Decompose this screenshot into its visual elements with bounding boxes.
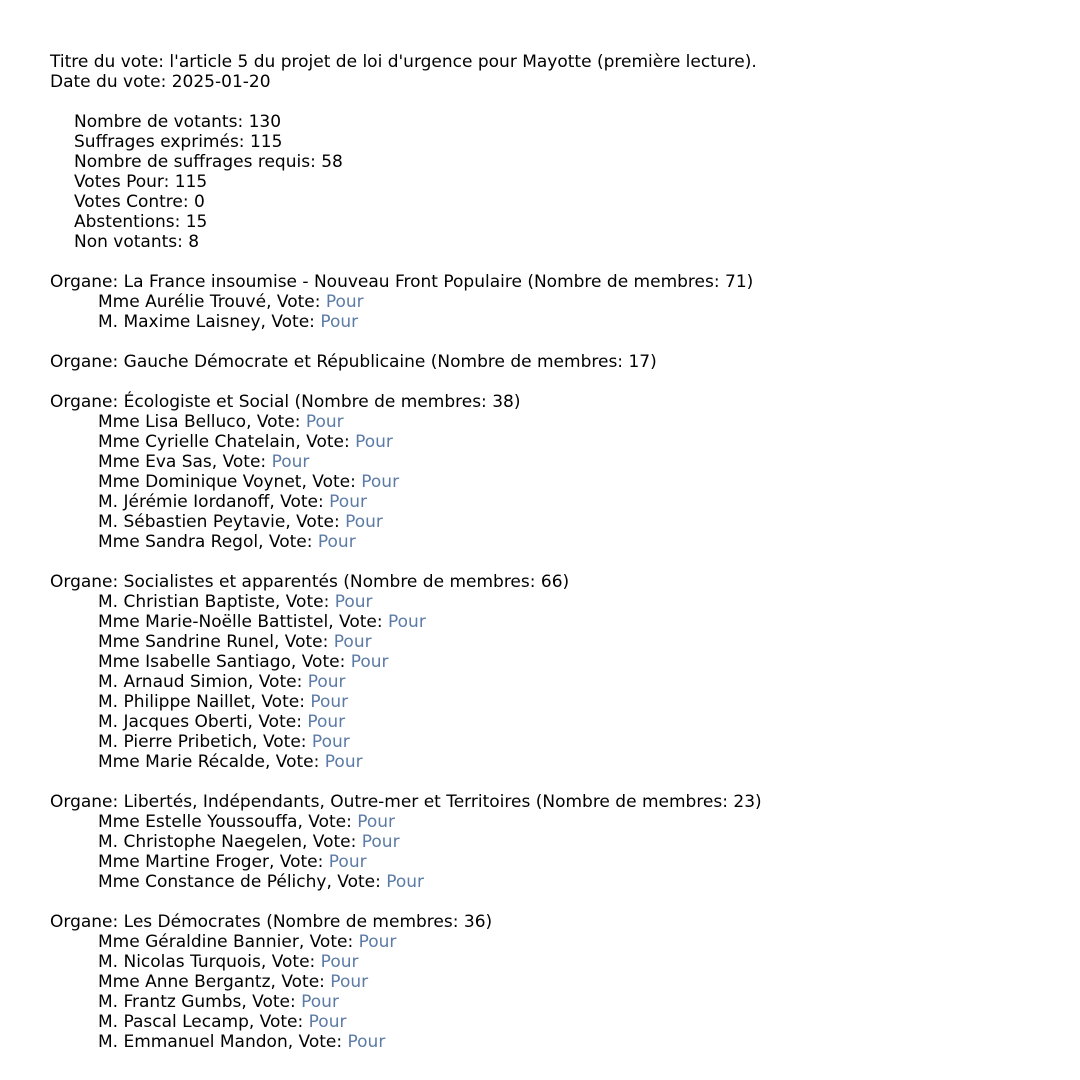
member-name: Mme Sandra Regol <box>98 532 259 552</box>
vote-value: Pour <box>330 972 369 992</box>
member-row <box>50 752 1050 772</box>
members-count: 36 <box>463 912 486 932</box>
member-name: M. Jacques Oberti <box>98 712 248 732</box>
spacer <box>50 372 1050 392</box>
summary-label: Abstentions: <box>74 212 186 232</box>
vote-value: Pour <box>333 632 372 652</box>
vote-label: , Vote: <box>269 492 330 512</box>
organe-name: Gauche Démocrate et Républicaine <box>123 352 426 372</box>
vote-label: , Vote: <box>241 992 302 1012</box>
member-row <box>50 872 1050 892</box>
vote-value: Pour <box>307 672 346 692</box>
vote-value: Pour <box>320 952 359 972</box>
vote-label: , Vote: <box>274 592 335 612</box>
vote-value: Pour <box>355 432 393 452</box>
vote-label: , Vote: <box>265 752 325 772</box>
vote-label: , Vote: <box>247 672 308 692</box>
vote-date-line <box>50 72 1050 92</box>
vote-label: , Vote: <box>247 712 308 732</box>
vote-label: , Vote: <box>285 512 346 532</box>
organe-header <box>50 392 1050 412</box>
vote-value: Pour <box>329 492 367 512</box>
vote-value: Pour <box>307 712 346 732</box>
member-name: M. Christophe Naegelen <box>98 832 302 852</box>
spacer <box>50 92 1050 112</box>
organe-name: La France insoumise - Nouveau Front Populaire <box>123 272 522 292</box>
vote-value: Pour <box>310 692 349 712</box>
vote-label: , Vote: <box>326 872 387 892</box>
summary-label: Nombre de votants: <box>74 112 249 132</box>
members-count: 66 <box>540 572 563 592</box>
members-count: 38 <box>492 392 514 412</box>
organe-name: Les Démocrates <box>123 912 261 932</box>
vote-label: , Vote: <box>266 292 326 312</box>
vote-label: , Vote: <box>298 932 359 952</box>
vote-label: , Vote: <box>301 472 362 492</box>
vote-value: Pour <box>361 832 400 852</box>
member-row <box>50 612 1050 632</box>
member-row <box>50 632 1050 652</box>
vote-value: Pour <box>317 532 356 552</box>
member-name: Mme Anne Bergantz <box>98 972 271 992</box>
member-name: Mme Estelle Youssouffa <box>98 812 298 832</box>
vote-value: Pour <box>386 872 425 892</box>
vote-value: Pour <box>311 732 350 752</box>
vote-label: , Vote: <box>287 1032 348 1052</box>
member-name: M. Frantz Gumbs <box>98 992 242 1012</box>
member-row <box>50 932 1050 952</box>
vote-document <box>50 52 1050 1052</box>
member-name: M. Nicolas Turquois <box>98 952 261 972</box>
vote-label: , Vote: <box>295 432 356 452</box>
summary-label: Nombre de suffrages requis: <box>74 152 322 172</box>
member-row <box>50 1032 1050 1052</box>
vote-label: , Vote: <box>211 452 272 472</box>
summary-value: 15 <box>185 212 208 232</box>
summary-label: Suffrages exprimés: <box>74 132 250 152</box>
members-count-suffix: ) <box>513 392 521 412</box>
members-count-prefix: (Nombre de membres: <box>337 572 541 592</box>
member-row <box>50 452 1050 472</box>
vote-value: Pour <box>345 512 383 532</box>
vote-summary <box>50 112 1050 252</box>
vote-title: l'article 5 du projet de loi d'urgence pour Mayotte (première lecture). <box>169 52 757 72</box>
member-name: M. Sébastien Peytavie <box>98 512 286 532</box>
summary-row <box>50 112 1050 132</box>
vote-label: , Vote: <box>246 412 306 432</box>
vote-value: Pour <box>334 592 373 612</box>
members-count-suffix: ) <box>746 272 754 292</box>
vote-label: , Vote: <box>252 732 312 752</box>
members-count-suffix: ) <box>485 912 493 932</box>
organe-name: Socialistes et apparentés <box>123 572 338 592</box>
vote-title-label: Titre du vote: <box>50 52 170 72</box>
organe-label: Organe: <box>50 272 124 292</box>
vote-value: Pour <box>361 472 400 492</box>
organe-name: Écologiste et Social <box>123 392 290 412</box>
member-row <box>50 852 1050 872</box>
organe-header <box>50 352 1050 372</box>
organe-list <box>50 252 1050 1052</box>
vote-label: , Vote: <box>290 652 351 672</box>
vote-value: Pour <box>328 852 367 872</box>
summary-value: 58 <box>321 152 343 172</box>
organe-label: Organe: <box>50 572 124 592</box>
member-name: M. Emmanuel Mandon <box>98 1032 288 1052</box>
members-count-prefix: (Nombre de membres: <box>530 792 734 812</box>
organe-header <box>50 272 1050 292</box>
organe-header <box>50 572 1050 592</box>
vote-label: , Vote: <box>274 632 334 652</box>
member-name: Mme Dominique Voynet <box>98 472 302 492</box>
member-row <box>50 292 1050 312</box>
member-name: Mme Lisa Belluco <box>98 412 247 432</box>
member-name: M. Jérémie Iordanoff <box>98 492 270 512</box>
member-name: Mme Aurélie Trouvé <box>98 292 267 312</box>
summary-row <box>50 132 1050 152</box>
vote-value: Pour <box>308 1012 347 1032</box>
member-row <box>50 512 1050 532</box>
vote-value: Pour <box>301 992 339 1012</box>
spacer <box>50 332 1050 352</box>
member-name: M. Pascal Lecamp <box>98 1012 249 1032</box>
summary-row <box>50 172 1050 192</box>
organe-label: Organe: <box>50 912 124 932</box>
vote-label: , Vote: <box>328 612 388 632</box>
member-name: Mme Isabelle Santiago <box>98 652 291 672</box>
summary-row <box>50 212 1050 232</box>
member-row <box>50 692 1050 712</box>
vote-value: Pour <box>347 1032 386 1052</box>
summary-value: 8 <box>188 232 200 252</box>
vote-value: Pour <box>325 292 364 312</box>
member-row <box>50 972 1050 992</box>
organe-label: Organe: <box>50 352 124 372</box>
organe-label: Organe: <box>50 392 124 412</box>
vote-label: , Vote: <box>260 312 321 332</box>
vote-label: , Vote: <box>250 692 311 712</box>
summary-value: 115 <box>174 172 208 192</box>
organe-header <box>50 792 1050 812</box>
member-name: M. Christian Baptiste <box>98 592 275 612</box>
member-row <box>50 432 1050 452</box>
member-row <box>50 732 1050 752</box>
vote-label: , Vote: <box>260 952 321 972</box>
vote-label: , Vote: <box>270 972 331 992</box>
member-row <box>50 712 1050 732</box>
summary-row <box>50 232 1050 252</box>
members-count: 17 <box>628 352 651 372</box>
organe-header <box>50 912 1050 932</box>
members-count: 71 <box>725 272 747 292</box>
member-name: M. Arnaud Simion <box>98 672 248 692</box>
organe-name: Libertés, Indépendants, Outre-mer et Territoires <box>123 792 531 812</box>
member-name: Mme Sandrine Runel <box>98 632 274 652</box>
member-row <box>50 492 1050 512</box>
summary-label: Votes Pour: <box>74 172 175 192</box>
vote-label: , Vote: <box>301 832 362 852</box>
members-count: 23 <box>733 792 756 812</box>
member-row <box>50 312 1050 332</box>
vote-date: 2025-01-20 <box>171 72 271 92</box>
member-row <box>50 952 1050 972</box>
member-name: M. Philippe Naillet <box>98 692 251 712</box>
member-row <box>50 592 1050 612</box>
member-name: Mme Cyrielle Chatelain <box>98 432 296 452</box>
member-row <box>50 1012 1050 1032</box>
vote-label: , Vote: <box>269 852 329 872</box>
vote-value: Pour <box>305 412 344 432</box>
members-count-prefix: (Nombre de membres: <box>289 392 493 412</box>
summary-value: 130 <box>248 112 282 132</box>
member-row <box>50 992 1050 1012</box>
member-row <box>50 532 1050 552</box>
member-row <box>50 652 1050 672</box>
summary-value: 115 <box>249 132 283 152</box>
member-row <box>50 672 1050 692</box>
vote-label: , Vote: <box>297 812 358 832</box>
member-row <box>50 812 1050 832</box>
member-name: Mme Géraldine Bannier <box>98 932 299 952</box>
organe-label: Organe: <box>50 792 124 812</box>
vote-label: , Vote: <box>258 532 318 552</box>
members-count-suffix: ) <box>562 572 570 592</box>
members-count-prefix: (Nombre de membres: <box>425 352 629 372</box>
spacer <box>50 252 1050 272</box>
summary-row <box>50 152 1050 172</box>
members-count-suffix: ) <box>755 792 762 812</box>
vote-date-label: Date du vote: <box>50 72 172 92</box>
member-name: Mme Martine Froger <box>98 852 269 872</box>
summary-row <box>50 192 1050 212</box>
spacer <box>50 892 1050 912</box>
member-row <box>50 412 1050 432</box>
members-count-prefix: (Nombre de membres: <box>521 272 725 292</box>
summary-value: 0 <box>194 192 205 212</box>
vote-value: Pour <box>357 812 396 832</box>
vote-value: Pour <box>320 312 359 332</box>
vote-value: Pour <box>271 452 310 472</box>
vote-value: Pour <box>388 612 426 632</box>
member-name: Mme Marie-Noëlle Battistel <box>98 612 329 632</box>
members-count-suffix: ) <box>650 352 657 372</box>
summary-label: Votes Contre: <box>74 192 195 212</box>
vote-value: Pour <box>350 652 389 672</box>
vote-title-line <box>50 52 1050 72</box>
vote-value: Pour <box>324 752 363 772</box>
member-row <box>50 472 1050 492</box>
member-name: Mme Marie Récalde <box>98 752 265 772</box>
member-name: Mme Constance de Pélichy <box>98 872 327 892</box>
member-name: M. Maxime Laisney <box>98 312 261 332</box>
spacer <box>50 552 1050 572</box>
vote-label: , Vote: <box>248 1012 309 1032</box>
members-count-prefix: (Nombre de membres: <box>260 912 464 932</box>
spacer <box>50 772 1050 792</box>
vote-value: Pour <box>358 932 397 952</box>
member-name: M. Pierre Pribetich <box>98 732 253 752</box>
summary-label: Non votants: <box>74 232 189 252</box>
member-name: Mme Eva Sas <box>98 452 212 472</box>
member-row <box>50 832 1050 852</box>
